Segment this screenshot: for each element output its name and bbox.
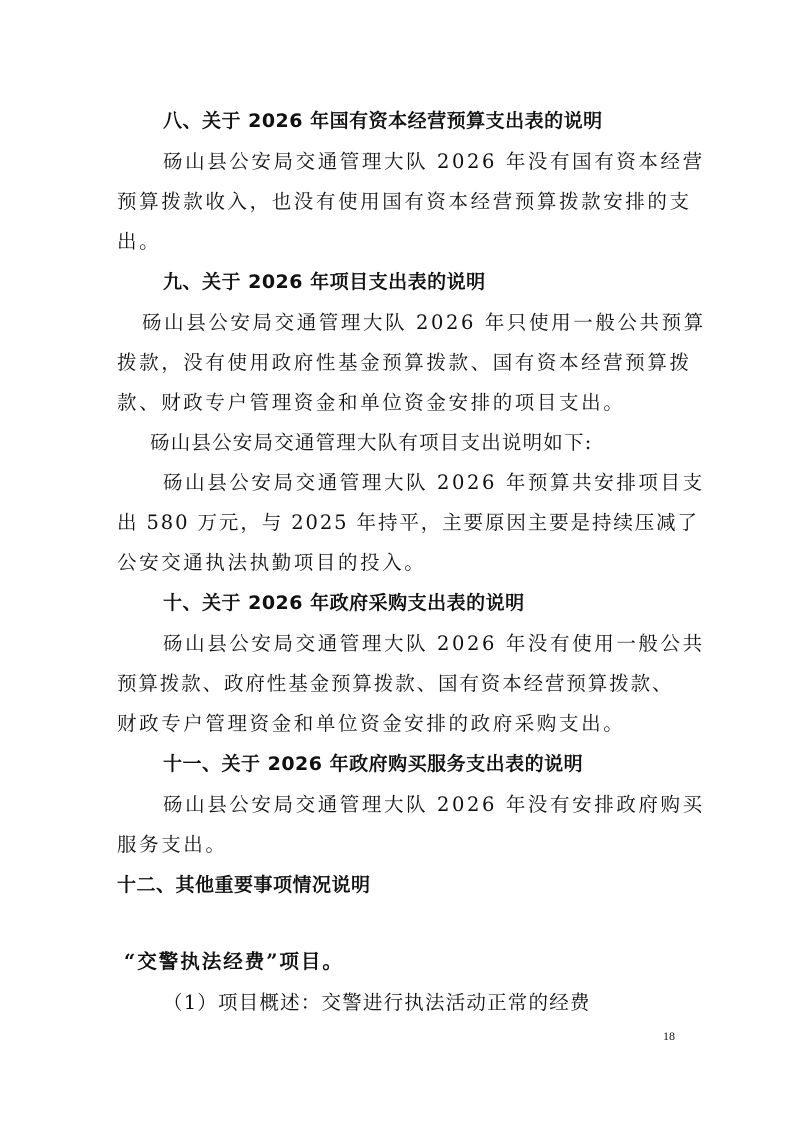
page-number: 18 bbox=[663, 1029, 675, 1043]
paragraph-line: 砀山县公安局交通管理大队 2026 年没有使用一般公共 bbox=[163, 632, 705, 655]
paragraph-line: 砀山县公安局交通管理大队 2026 年没有国有资本经营 bbox=[163, 150, 705, 173]
paragraph-line: 预算拨款、政府性基金预算拨款、国有资本经营预算拨款、 bbox=[117, 672, 674, 695]
project-item: （1）项目概述：交警进行执法活动正常的经费 bbox=[163, 991, 591, 1014]
paragraph-line: 拨款，没有使用政府性基金预算拨款、国有资本经营预算拨 bbox=[117, 351, 692, 374]
paragraph-line: 款、财政专户管理资金和单位资金安排的项目支出。 bbox=[117, 391, 626, 414]
paragraph-line: 出。 bbox=[117, 230, 162, 253]
section-heading-9: 九、关于 2026 年项目支出表的说明 bbox=[163, 271, 486, 293]
paragraph-line: 财政专户管理资金和单位资金安排的政府采购支出。 bbox=[117, 712, 626, 735]
section-heading-8: 八、关于 2026 年国有资本经营预算支出表的说明 bbox=[163, 110, 603, 132]
paragraph-line: 砀山县公安局交通管理大队 2026 年预算共安排项目支 bbox=[163, 471, 705, 494]
paragraph-line: 预算拨款收入，也没有使用国有资本经营预算拨款安排的支 bbox=[117, 190, 692, 213]
paragraph-line: 出 580 万元，与 2025 年持平，主要原因主要是持续压减了 bbox=[117, 511, 699, 534]
section-heading-12: 十二、其他重要事项情况说明 bbox=[117, 874, 371, 896]
paragraph-line: 砀山县公安局交通管理大队 2026 年只使用一般公共预算 bbox=[142, 311, 706, 334]
paragraph-line: 砀山县公安局交通管理大队有项目支出说明如下: bbox=[150, 431, 593, 454]
paragraph-line: 服务支出。 bbox=[117, 833, 228, 856]
paragraph-line: 砀山县公安局交通管理大队 2026 年没有安排政府购买 bbox=[163, 793, 705, 816]
project-title: “交警执法经费”项目。 bbox=[124, 950, 344, 973]
paragraph-line: 公安交通执法执勤项目的投入。 bbox=[117, 551, 427, 574]
section-heading-10: 十、关于 2026 年政府采购支出表的说明 bbox=[163, 592, 525, 614]
section-heading-11: 十一、关于 2026 年政府购买服务支出表的说明 bbox=[163, 753, 584, 775]
